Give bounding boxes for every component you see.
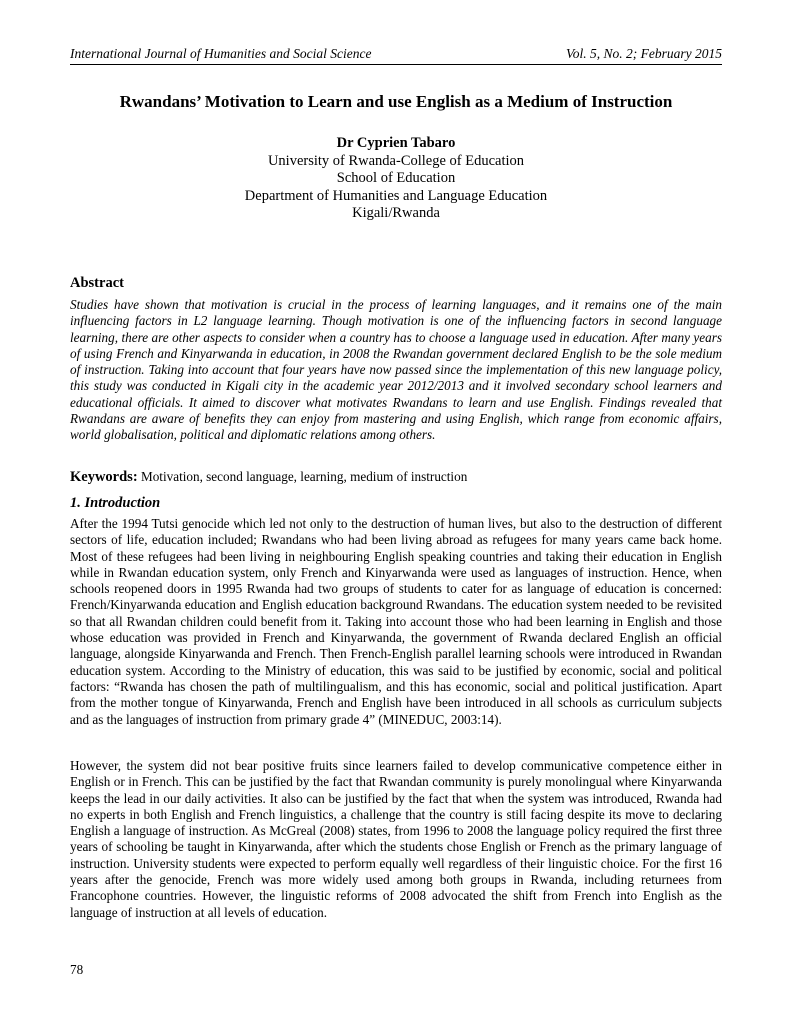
affiliation-line: School of Education [336,170,456,186]
paper-title: Rwandans’ Motivation to Learn and use English as a Medium of Instruction [119,92,673,111]
journal-name: International Journal of Humanities and Social Science [70,46,372,61]
author-block [70,135,722,223]
introduction-heading: 1. Introduction [70,495,161,511]
issue-info: Vol. 5, No. 2; February 2015 [566,46,722,61]
affiliation-line: Kigali/Rwanda [352,205,440,221]
keywords-line [70,468,722,486]
body-paragraph: After the 1994 Tutsi genocide which led not only to the destruction of human lives, but also to the destruction of different sectors of life, education included; Rwandans who had been living abroad as refugees for many years came back home. Most of these refugees had been living in neighbouring English speaking countries and taking their education in English while in Rwandan education system, only French and Kinyarwanda were used as languages of instruction. Hence, when schools reopened doors in 1995 Rwanda had two groups of students to cater for as language of education is concerned: French/Kinyarwanda education and English education background Rwandans. The education system needed to be revisited so that all Rwandan children could benefit from it. Taking into account those who had been learning in English and those whose education was provided in French and Kinyarwanda, the government of Rwanda declared English an official language, alongside Kinyarwanda and French. Then French-English parallel learning schools were introduced in Rwandan education system. According to the Ministry of education, this was said to be justified by economic, social and political factors: “Rwanda has chosen the path of multilingualism, and this has economic, social and political justification. Apart from the mother tongue of Kinyarwanda, French and English have been introduced in all schools as curriculum subjects and as the languages of instruction from primary grade 4” (MINEDUC, 2003:14). [70,516,722,727]
affiliation-line: Department of Humanities and Language Education [244,187,548,204]
body-paragraph: However, the system did not bear positive fruits since learners failed to develop communicative competence either in English or in French. This can be justified by the fact that Rwandan community is purely monolingual where Kinyarwanda keeps the lead in our daily activities. It also can be justified by the fact that when the system was introduced, Rwanda had no experts in both English and French linguistics, a challenge that the country is still facing despite its move to declaring English a language of instruction. As McGreal (2008) states, from 1996 to 2008 the language policy required the first three years of schooling be taught in Kinyarwanda, after which the students chose English or French as the primary language of instruction. University students were expected to perform equally well regardless of their linguistic choice. For the first 16 years after the genocide, French was more widely used among both groups in Rwanda, including returnees from Francophone countries. However, the linguistic reforms of 2008 advocated the shift from French into English as the language of instruction at all levels of education. [70,758,722,920]
running-header [70,46,722,65]
abstract-heading: Abstract [70,275,124,291]
author-name: Dr Cyprien Tabaro [336,135,456,151]
abstract-text: Studies have shown that motivation is crucial in the process of learning languages, and it remains one of the main influencing factors in L2 language learning. Though motivation is one of the influencing factors in second language learning, there are other aspects to consider when a country has to choose a language used in education. After many years of using French and Kinyarwanda in education, in 2008 the Rwandan government declared English to be the sole medium of instruction. Taking into account that four years have now passed since the implementation of this new language policy, this study was conducted in Kigali city in the academic year 2012/2013 and it involved secondary school learners and educational officials. It aimed to discover what motivates Rwandans to learn and use English. Findings revealed that Rwandans are aware of benefits they can enjoy from mastering and using English, which range from economic affairs, world globalisation, political and diplomatic relations among others. [70,297,722,443]
keywords-text: Motivation, second language, learning, medium of instruction [140,469,468,484]
paper-page [70,0,722,1024]
affiliation-line: University of Rwanda-College of Education [267,152,525,169]
keywords-label: Keywords: [70,469,138,485]
page-number: 78 [70,962,84,977]
